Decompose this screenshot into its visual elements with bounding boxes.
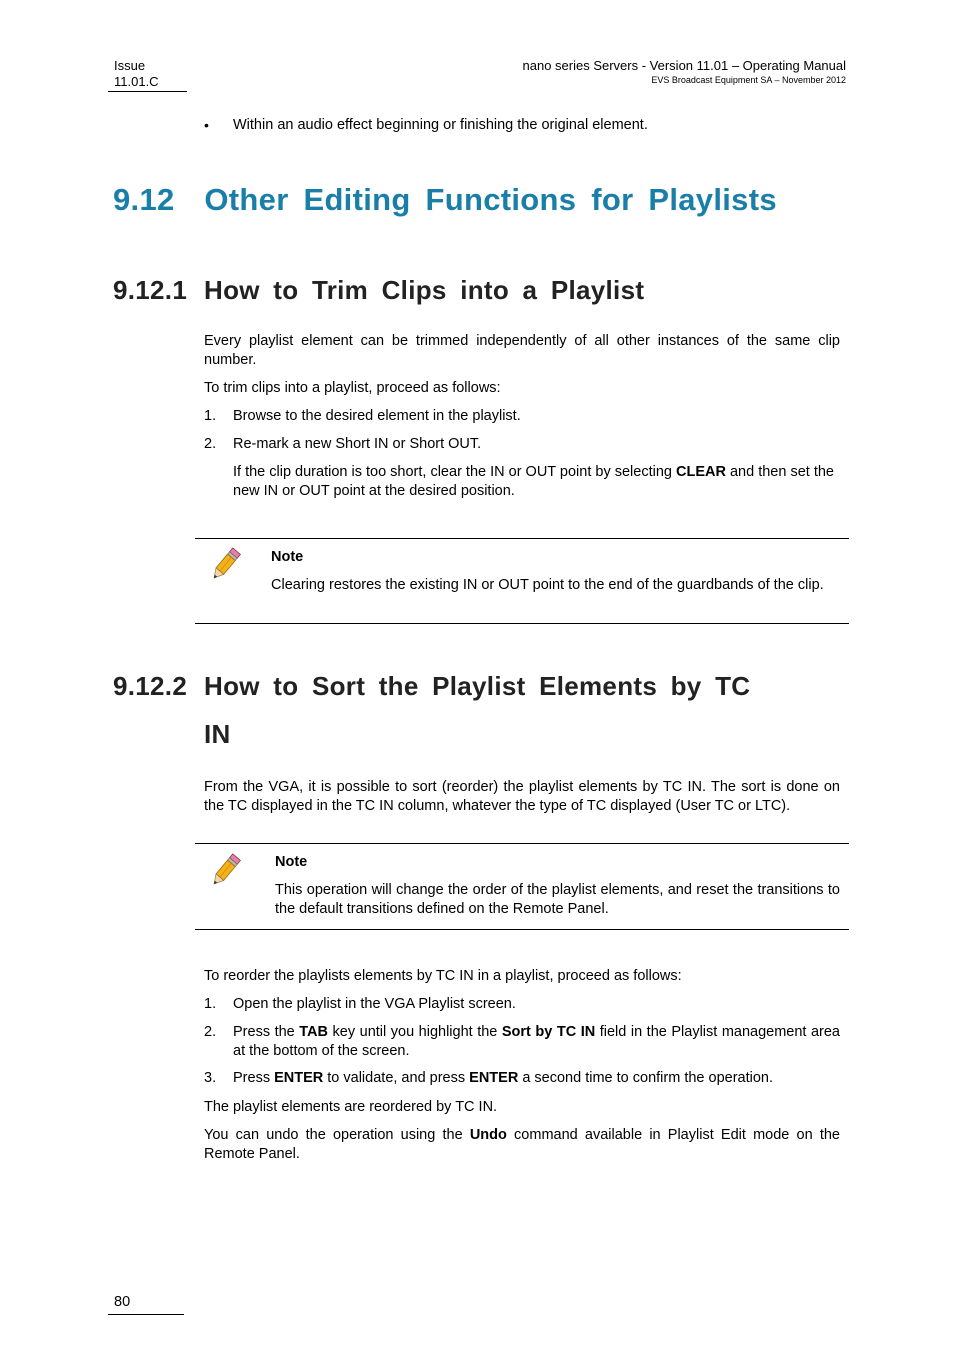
subsection-1-step-1 xyxy=(204,407,840,426)
subsection-2-paragraph-4: You can undo the operation using the Undo command available in Playlist Edit mode on the Remote Panel. xyxy=(204,1127,840,1162)
pencil-icon xyxy=(205,545,245,585)
note-1-text: Clearing restores the existing IN or OUT point to the end of the guardbands of the clip. xyxy=(271,577,824,593)
note-1-top-rule xyxy=(195,538,849,539)
issue-number: 11.01.C xyxy=(114,74,159,89)
note-1-title: Note xyxy=(271,549,304,565)
step-number: 2. xyxy=(204,1024,217,1040)
detail-text: If the clip duration is too short, clear the IN or OUT point by selecting xyxy=(233,464,677,480)
step-text: Open the playlist in the VGA Playlist screen. xyxy=(233,996,516,1012)
enter-keyword: ENTER xyxy=(469,1070,519,1086)
step-text: Press the TAB key until you highlight the Sort by TC IN field in the Playlist management area at the bottom of the screen. xyxy=(233,1024,840,1059)
note-2-text: This operation will change the order of the playlist elements, and reset the transitions to the default transitions defined on the Remote Panel. xyxy=(275,882,840,917)
section-heading xyxy=(113,178,777,222)
subsection-2-step-3 xyxy=(204,1069,840,1088)
subsection-2-title-line-2: IN xyxy=(204,719,231,749)
subsection-2-step-1 xyxy=(204,995,840,1014)
subsection-2-paragraph-3: The playlist elements are reordered by TC IN. xyxy=(204,1099,498,1115)
subsection-1-heading xyxy=(113,266,644,314)
subsection-2-paragraph-2: To reorder the playlists elements by TC IN in a playlist, proceed as follows: xyxy=(204,968,682,984)
sort-by-tc-in-keyword: Sort by TC IN xyxy=(501,1024,596,1040)
enter-keyword: ENTER xyxy=(274,1070,324,1086)
undo-keyword: Undo xyxy=(469,1127,507,1143)
subsection-1-title: How to Trim Clips into a Playlist xyxy=(204,275,645,305)
subsection-1-number: 9.12.1 xyxy=(113,275,188,305)
step-number: 3. xyxy=(204,1070,217,1086)
bullet-icon: • xyxy=(204,117,209,133)
note-2-top-rule xyxy=(195,843,849,844)
tab-keyword: TAB xyxy=(299,1024,329,1040)
step-text: Browse to the desired element in the playlist. xyxy=(233,408,521,424)
clear-keyword: CLEAR xyxy=(676,464,726,480)
header-issue xyxy=(114,58,159,90)
footer-divider xyxy=(108,1314,184,1315)
subsection-2-number: 9.12.2 xyxy=(113,671,188,701)
note-1-bottom-rule xyxy=(195,623,849,624)
step-number: 2. xyxy=(204,436,217,452)
document-subtitle: EVS Broadcast Equipment SA – November 2012 xyxy=(651,75,846,85)
pencil-icon xyxy=(205,851,245,891)
subsection-2-title-line-1: How to Sort the Playlist Elements by TC xyxy=(204,671,751,701)
document-title: nano series Servers - Version 11.01 – Operating Manual xyxy=(522,58,846,73)
header-divider xyxy=(108,91,187,92)
issue-label: Issue xyxy=(114,58,146,73)
step-number: 1. xyxy=(204,408,217,424)
subsection-2-heading xyxy=(113,662,750,758)
step-text: Re-mark a new Short IN or Short OUT. xyxy=(233,436,482,452)
section-title: Other Editing Functions for Playlists xyxy=(204,182,777,217)
step-text: Press ENTER to validate, and press ENTER a second time to confirm the operation. xyxy=(233,1070,774,1086)
detail-text: and then set the new IN or OUT point at the desired position. xyxy=(233,464,834,499)
subsection-2-paragraph-1: From the VGA, it is possible to sort (reorder) the playlist elements by TC IN. The sort is done on the TC displayed in the TC IN column, whatever the type of TC displayed (User TC or LTC). xyxy=(204,779,840,814)
section-number: 9.12 xyxy=(113,182,175,217)
note-2-title: Note xyxy=(275,854,308,870)
header-title-block xyxy=(523,58,847,86)
subsection-2-step-2 xyxy=(204,1023,840,1061)
subsection-1-step-2 xyxy=(204,435,840,454)
step-number: 1. xyxy=(204,996,217,1012)
subsection-1-paragraph-2: To trim clips into a playlist, proceed as follows: xyxy=(204,380,501,396)
intro-bullet-text: Within an audio effect beginning or finishing the original element. xyxy=(233,117,648,133)
note-2-bottom-rule xyxy=(195,929,849,930)
subsection-1-step-2-detail xyxy=(233,463,840,501)
intro-bullet-item xyxy=(204,116,844,135)
page-number: 80 xyxy=(114,1294,131,1310)
subsection-1-paragraph-1: Every playlist element can be trimmed independently of all other instances of the same clip number. xyxy=(204,333,840,368)
